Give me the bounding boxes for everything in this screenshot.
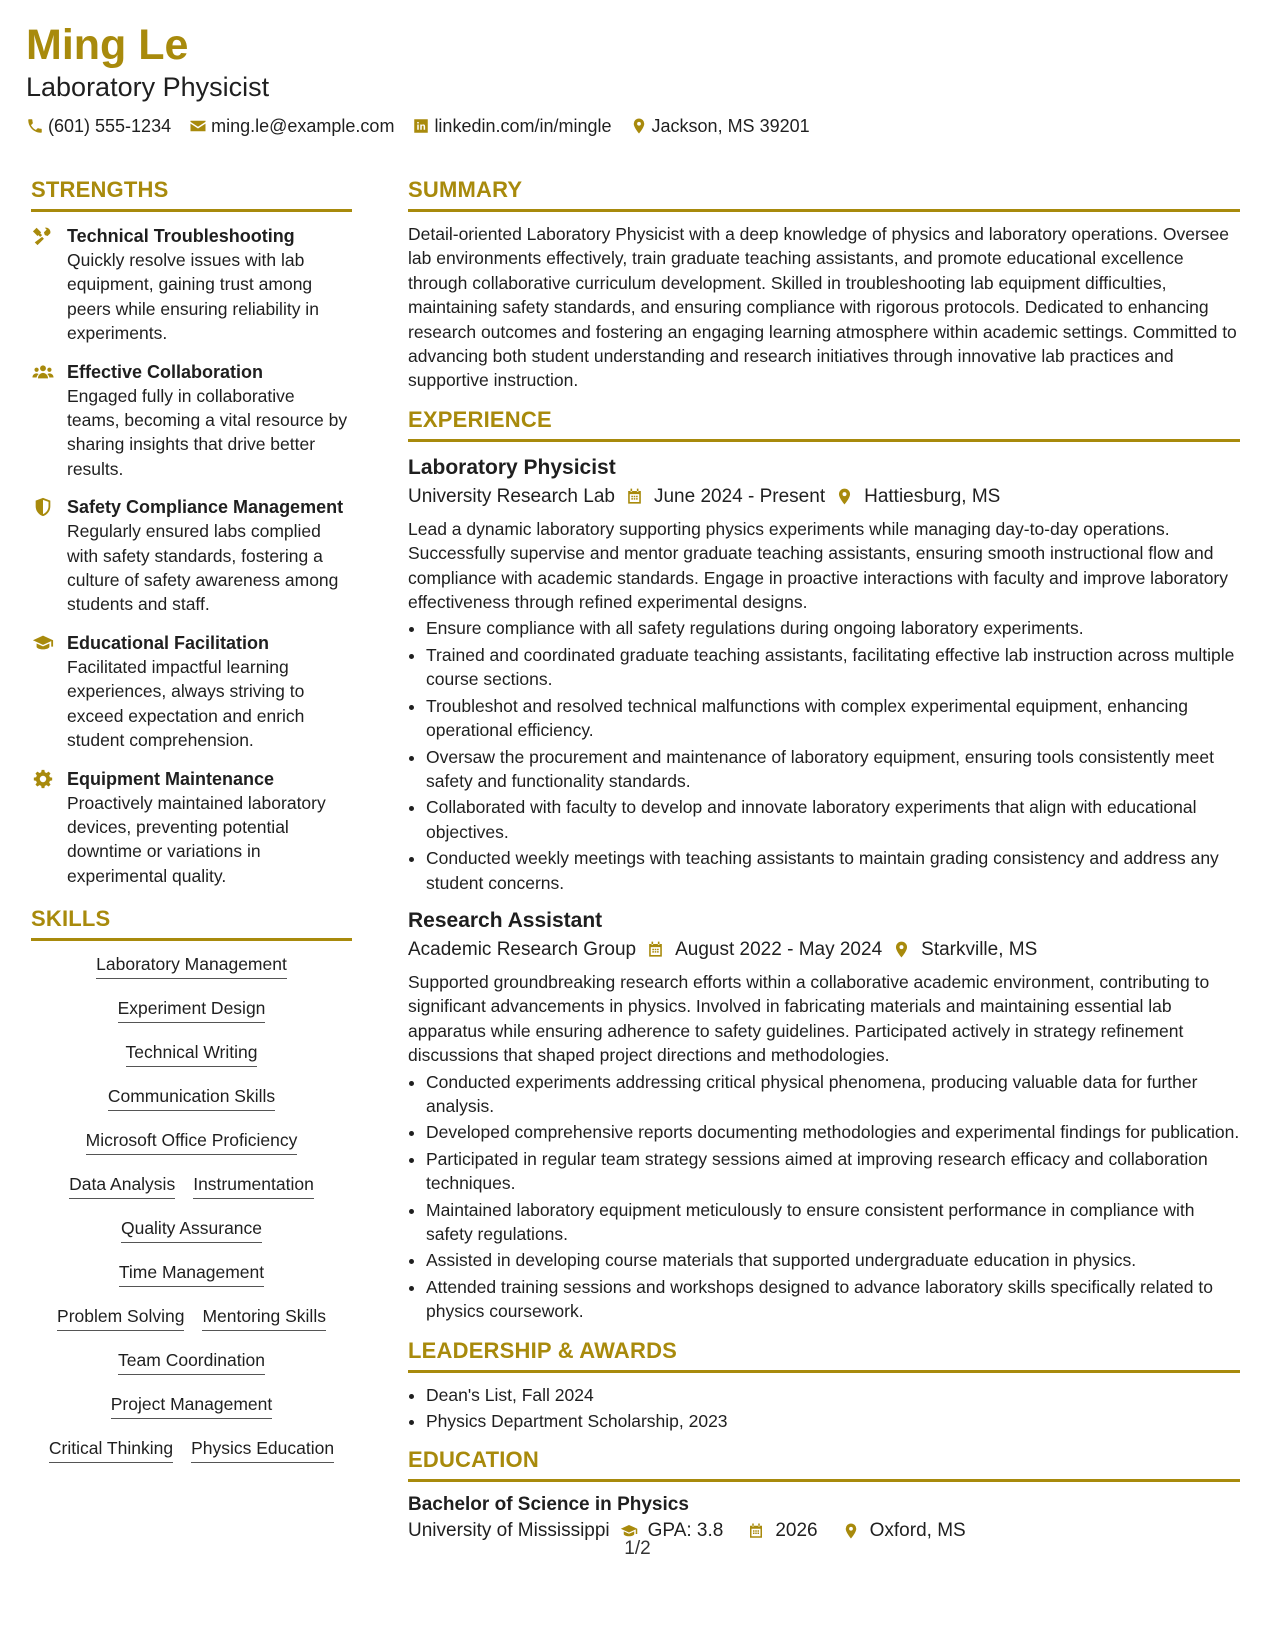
education-school: University of Mississippi [408, 1520, 610, 1542]
skill-tag: Data Analysis [69, 1173, 175, 1199]
job-bullet: • Participated in regular team strategy sessions aimed at improving research efficacy and collaboration techniques. [426, 1147, 1240, 1196]
job-dates: June 2024 - Present [653, 485, 826, 507]
job-company: Academic Research Group [408, 938, 637, 960]
calendar-icon [646, 940, 665, 959]
skill-row [49, 1437, 334, 1463]
map-pin-icon [630, 117, 648, 135]
strength-title: Effective Collaboration [67, 361, 264, 382]
skill-tag: Time Management [119, 1261, 264, 1287]
skill-tag: Project Management [111, 1393, 272, 1419]
job-bullet: • Assisted in developing course materials that supported undergraduate education in physics. [426, 1248, 1240, 1272]
job-dates: August 2022 - May 2024 [675, 938, 883, 960]
strength-item [31, 495, 352, 617]
linkedin-icon [412, 117, 430, 135]
job-bullet: • Oversaw the procurement and maintenance of laboratory equipment, ensuring tools consistently meet safety and functionality standards. [426, 745, 1240, 794]
shield-icon [31, 496, 55, 518]
job-bullet: • Troubleshot and resolved technical malfunctions with complex experimental equipment, enhancing operational efficiency. [426, 694, 1240, 743]
contact-bar [26, 116, 1249, 137]
skills-list [31, 953, 352, 1481]
candidate-name: Ming Le [26, 21, 189, 69]
skill-tag: Quality Assurance [121, 1217, 262, 1243]
mail-icon [189, 117, 207, 135]
job-bullet: • Developed comprehensive reports documenting methodologies and experimental findings for publication. [426, 1120, 1240, 1144]
job-bullet: • Collaborated with faculty to develop and innovate laboratory experiments that align with educational objectives. [426, 795, 1240, 844]
strengths-list [31, 224, 352, 888]
phone-icon [26, 117, 44, 135]
graduation-cap-icon [31, 632, 55, 654]
job-bullet: • Ensure compliance with all safety regulations during ongoing laboratory experiments. [426, 616, 1240, 640]
skill-row [86, 1129, 298, 1155]
skill-tag: Microsoft Office Proficiency [86, 1129, 298, 1155]
skill-tag: Mentoring Skills [202, 1305, 326, 1331]
job-bullet: • Attended training sessions and workshops designed to advance laboratory skills specifically related to physics coursework. [426, 1275, 1240, 1324]
job-bullets [408, 1070, 1240, 1324]
strength-desc: Facilitated impactful learning experiences, always striving to exceed expectation and enrich student comprehension. [67, 656, 305, 751]
education-degree: Bachelor of Science in Physics [408, 1494, 689, 1516]
right-column [408, 177, 1240, 1542]
contact-location [630, 116, 810, 137]
skill-tag: Laboratory Management [96, 953, 287, 979]
award-item: • Dean's List, Fall 2024 [426, 1383, 1240, 1407]
skill-tag: Physics Education [191, 1437, 334, 1463]
skill-tag: Technical Writing [126, 1041, 258, 1067]
email-link[interactable]: ming.le@example.com [211, 115, 395, 136]
education-year: 2026 [775, 1520, 818, 1542]
strength-item [31, 224, 352, 346]
skill-tag: Instrumentation [193, 1173, 314, 1199]
contact-email[interactable] [189, 116, 394, 137]
job-company: University Research Lab [408, 485, 615, 507]
map-pin-icon [892, 940, 911, 959]
summary-heading: SUMMARY [408, 177, 1240, 212]
job-location: Hattiesburg, MS [864, 485, 1001, 507]
strength-body [67, 224, 352, 346]
strengths-heading: STRENGTHS [31, 177, 352, 212]
phone-text: (601) 555-1234 [48, 115, 172, 136]
skill-tag: Communication Skills [108, 1085, 275, 1111]
job-bullet: • Conducted weekly meetings with teaching assistants to maintain grading consistency and address any student concerns. [426, 846, 1240, 895]
users-icon [31, 361, 55, 383]
experience-list [408, 454, 1240, 1324]
skill-row [121, 1217, 262, 1243]
strength-item [31, 631, 352, 753]
job-description: Lead a dynamic laboratory supporting physics experiments while managing day-to-day operations. Successfully supervise and mentor graduate teaching assistants, ensuring smooth instructional flow and compliance with academic standards. Engage in proactive interactions with faculty and improve laboratory effectiveness through refined experimental designs. [408, 518, 1229, 613]
strength-title: Safety Compliance Management [67, 497, 344, 518]
skill-tag: Critical Thinking [49, 1437, 173, 1463]
strength-body [67, 360, 352, 482]
tools-icon [31, 225, 55, 247]
strength-desc: Quickly resolve issues with lab equipment, gaining trust among peers while ensuring reliability in experiments. [67, 250, 319, 344]
job-bullet: • Maintained laboratory equipment meticulously to ensure consistent performance in compliance with safety regulations. [426, 1198, 1240, 1247]
location-text: Jackson, MS 39201 [651, 115, 810, 136]
skill-row [57, 1305, 326, 1331]
strength-desc: Proactively maintained laboratory devices, preventing potential downtime or variations in experimental quality. [67, 792, 326, 886]
skill-row [118, 1349, 265, 1375]
leadership-list [408, 1383, 1240, 1434]
skill-tag: Experiment Design [118, 997, 266, 1023]
summary-text: Detail-oriented Laboratory Physicist with a deep knowledge of physics and laboratory operations. Oversee lab environments effectively, train graduate teaching assistants, and promote educational excellence through collaborative curriculum development. Skilled in troubleshooting lab equipment difficulties, maintaining safety standards, and ensuring compliance with rigorous protocols. Dedicated to enhancing research outcomes and fostering an engaging learning atmosphere within academic settings. Committed to advancing both student understanding and research initiatives through innovative lab practices and supportive instruction. [408, 224, 1237, 391]
contact-linkedin[interactable] [412, 116, 611, 137]
calendar-icon [625, 487, 644, 506]
contact-phone [26, 116, 171, 137]
skill-row [119, 1261, 264, 1287]
leadership-heading: LEADERSHIP & AWARDS [408, 1338, 1240, 1373]
strength-body [67, 495, 352, 617]
job-entry [408, 454, 1240, 895]
left-column [31, 177, 352, 1481]
job-title: Research Assistant [408, 908, 603, 932]
page-number: 1/2 [624, 1538, 651, 1559]
award-item: • Physics Department Scholarship, 2023 [426, 1409, 1240, 1433]
resume-header [26, 22, 1249, 137]
strength-title: Equipment Maintenance [67, 768, 275, 789]
skill-tag: Team Coordination [118, 1349, 265, 1375]
skill-row [126, 1041, 258, 1067]
strength-body [67, 767, 352, 889]
candidate-title: Laboratory Physicist [26, 72, 270, 103]
strength-title: Educational Facilitation [67, 632, 270, 653]
skill-tag: Problem Solving [57, 1305, 184, 1331]
skill-row [69, 1173, 314, 1199]
strength-title: Technical Troubleshooting [67, 226, 295, 246]
strength-desc: Regularly ensured labs complied with safety standards, fostering a culture of safety awareness among students and staff. [67, 521, 339, 615]
skills-heading: SKILLS [31, 906, 352, 941]
gear-icon [31, 768, 55, 790]
skill-row [111, 1393, 272, 1419]
education-heading: EDUCATION [408, 1447, 1240, 1482]
job-bullet: • Trained and coordinated graduate teaching assistants, facilitating effective lab instruction across multiple course sections. [426, 643, 1240, 692]
education-gpa: GPA: 3.8 [647, 1520, 724, 1542]
strength-item [31, 767, 352, 889]
job-bullets [408, 616, 1240, 894]
job-bullet: • Conducted experiments addressing critical physical phenomena, producing valuable data for further analysis. [426, 1070, 1240, 1119]
strength-item [31, 360, 352, 482]
job-description: Supported groundbreaking research efforts within a collaborative academic environment, contributing to significant advancements in physics. Involved in fabricating materials and maintaining essential lab apparatus while ensuring adherence to safety guidelines. Participated actively in strategy refinement discussions that shaped project directions and methodologies. [408, 971, 1210, 1066]
education-location: Oxford, MS [869, 1520, 966, 1542]
strength-body [67, 631, 352, 753]
skill-row [96, 953, 287, 979]
job-meta [408, 486, 1240, 508]
experience-heading: EXPERIENCE [408, 407, 1240, 442]
linkedin-link[interactable]: linkedin.com/in/mingle [434, 115, 612, 136]
strength-desc: Engaged fully in collaborative teams, becoming a vital resource by sharing insights that drive better results. [67, 385, 348, 479]
skill-row [108, 1085, 275, 1111]
job-title: Laboratory Physicist [408, 455, 616, 479]
skill-row [118, 997, 266, 1023]
map-pin-icon [835, 487, 854, 506]
job-meta [408, 939, 1240, 961]
job-entry [408, 907, 1240, 1324]
job-location: Starkville, MS [921, 938, 1038, 960]
